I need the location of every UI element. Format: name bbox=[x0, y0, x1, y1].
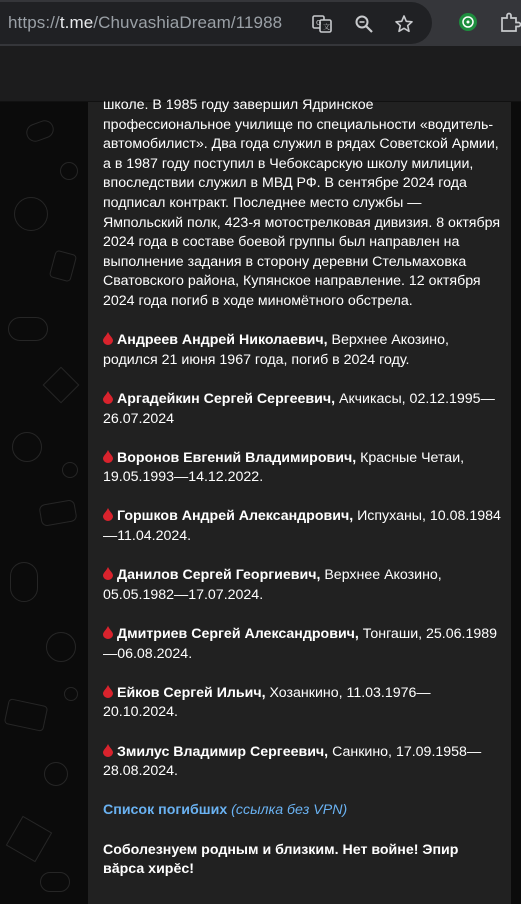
fallen-details: Испуханы, 10.08.1984—11.04.2024. bbox=[103, 508, 501, 545]
url-text[interactable] bbox=[8, 13, 282, 33]
address-bar[interactable] bbox=[0, 2, 432, 44]
blood-drop-icon bbox=[103, 744, 113, 757]
fallen-entry bbox=[103, 449, 503, 488]
fallen-name: Аргадейкин Сергей Сергеевич, bbox=[117, 390, 336, 407]
closing-text: Соболезнуем родным и близким. Нет войне! Эпир вăрса хирĕс! bbox=[103, 841, 459, 878]
blood-drop-icon bbox=[103, 567, 113, 580]
fallen-entry bbox=[103, 625, 503, 664]
message-text bbox=[103, 96, 503, 880]
list-link-note[interactable]: (ссылка без VPN) bbox=[231, 802, 348, 819]
fallen-name: Горшков Андрей Александрович, bbox=[117, 508, 354, 525]
fallen-details: Хозанкино, 11.03.1976—20.10.2024. bbox=[103, 684, 431, 721]
svg-text:G: G bbox=[316, 19, 322, 27]
blood-drop-icon bbox=[103, 685, 113, 698]
fallen-entry bbox=[103, 566, 503, 605]
fallen-entry bbox=[103, 684, 503, 723]
blood-drop-icon bbox=[103, 508, 113, 521]
list-link-line bbox=[103, 801, 503, 821]
fallen-name: Дмитриев Сергей Александрович, bbox=[117, 626, 359, 643]
fallen-details: Верхнее Акозино, родился 21 июня 1967 года, погиб в 2024 году. bbox=[103, 332, 449, 368]
url-path: /ChuvashiaDream/11988 bbox=[93, 13, 283, 32]
blood-drop-icon bbox=[103, 332, 113, 345]
svg-text:文: 文 bbox=[323, 23, 330, 31]
message-bubble bbox=[88, 97, 511, 904]
fallen-details: Санкино, 17.09.1958—28.08.2024. bbox=[103, 743, 482, 780]
fallen-list bbox=[103, 331, 503, 782]
blood-drop-icon bbox=[103, 391, 113, 404]
fallen-name: Данилов Сергей Георгиевич, bbox=[117, 567, 321, 584]
fallen-entry bbox=[103, 390, 503, 429]
blood-drop-icon bbox=[103, 450, 113, 463]
fallen-entry bbox=[103, 743, 503, 782]
fallen-details: Верхнее Акозино, 05.05.1982—17.07.2024. bbox=[103, 567, 442, 603]
translate-icon[interactable] bbox=[310, 12, 334, 36]
telegram-header bbox=[0, 46, 521, 102]
list-link[interactable]: Список погибших bbox=[103, 802, 228, 819]
extensions-puzzle-icon[interactable] bbox=[498, 10, 521, 34]
zoom-icon[interactable] bbox=[352, 12, 376, 36]
bookmark-star-icon[interactable] bbox=[392, 12, 416, 36]
fallen-details: Красные Четаи, 19.05.1993—14.12.2022. bbox=[103, 449, 465, 486]
fallen-name: Воронов Евгений Владимирович, bbox=[117, 449, 357, 466]
vpn-extension-icon[interactable] bbox=[456, 10, 480, 34]
fallen-name: Ейков Сергей Ильич, bbox=[117, 684, 266, 701]
blood-drop-icon bbox=[103, 626, 113, 639]
fallen-name: Змилус Владимир Сергеевич, bbox=[117, 743, 329, 760]
fallen-details: Тонгаши, 25.06.1989—06.08.2024. bbox=[103, 626, 498, 662]
fallen-entry bbox=[103, 507, 503, 546]
fallen-name: Андреев Андрей Николаевич, bbox=[117, 332, 328, 349]
fallen-entry bbox=[103, 331, 503, 370]
url-prefix: https:// bbox=[8, 13, 60, 32]
fallen-details: Акчикасы, 02.12.1995—26.07.2024 bbox=[103, 390, 495, 427]
url-host: t.me bbox=[59, 13, 94, 32]
message-intro: школе. В 1985 году завершил Ядринское профессиональное училище по специальности «водитель-автомобилист». Два года служил в рядах Советской Армии, а в 1987 году поступил в Чебоксарскую школу милиции, впоследствии служил в МВД РФ. В сентябре 2024 года подписал контракт. Последнее место службы — Ямпольский полк, 423-я мотострелковая дивизия. 8 октября 2024 года в составе боевой группы был направлен на выполнение задания в сторону деревни Стельмаховка Сватовского района, Купянское направление. 12 октября 2024 года погиб в ходе миномётного обстрела. bbox=[103, 97, 501, 309]
browser-toolbar bbox=[0, 0, 521, 46]
